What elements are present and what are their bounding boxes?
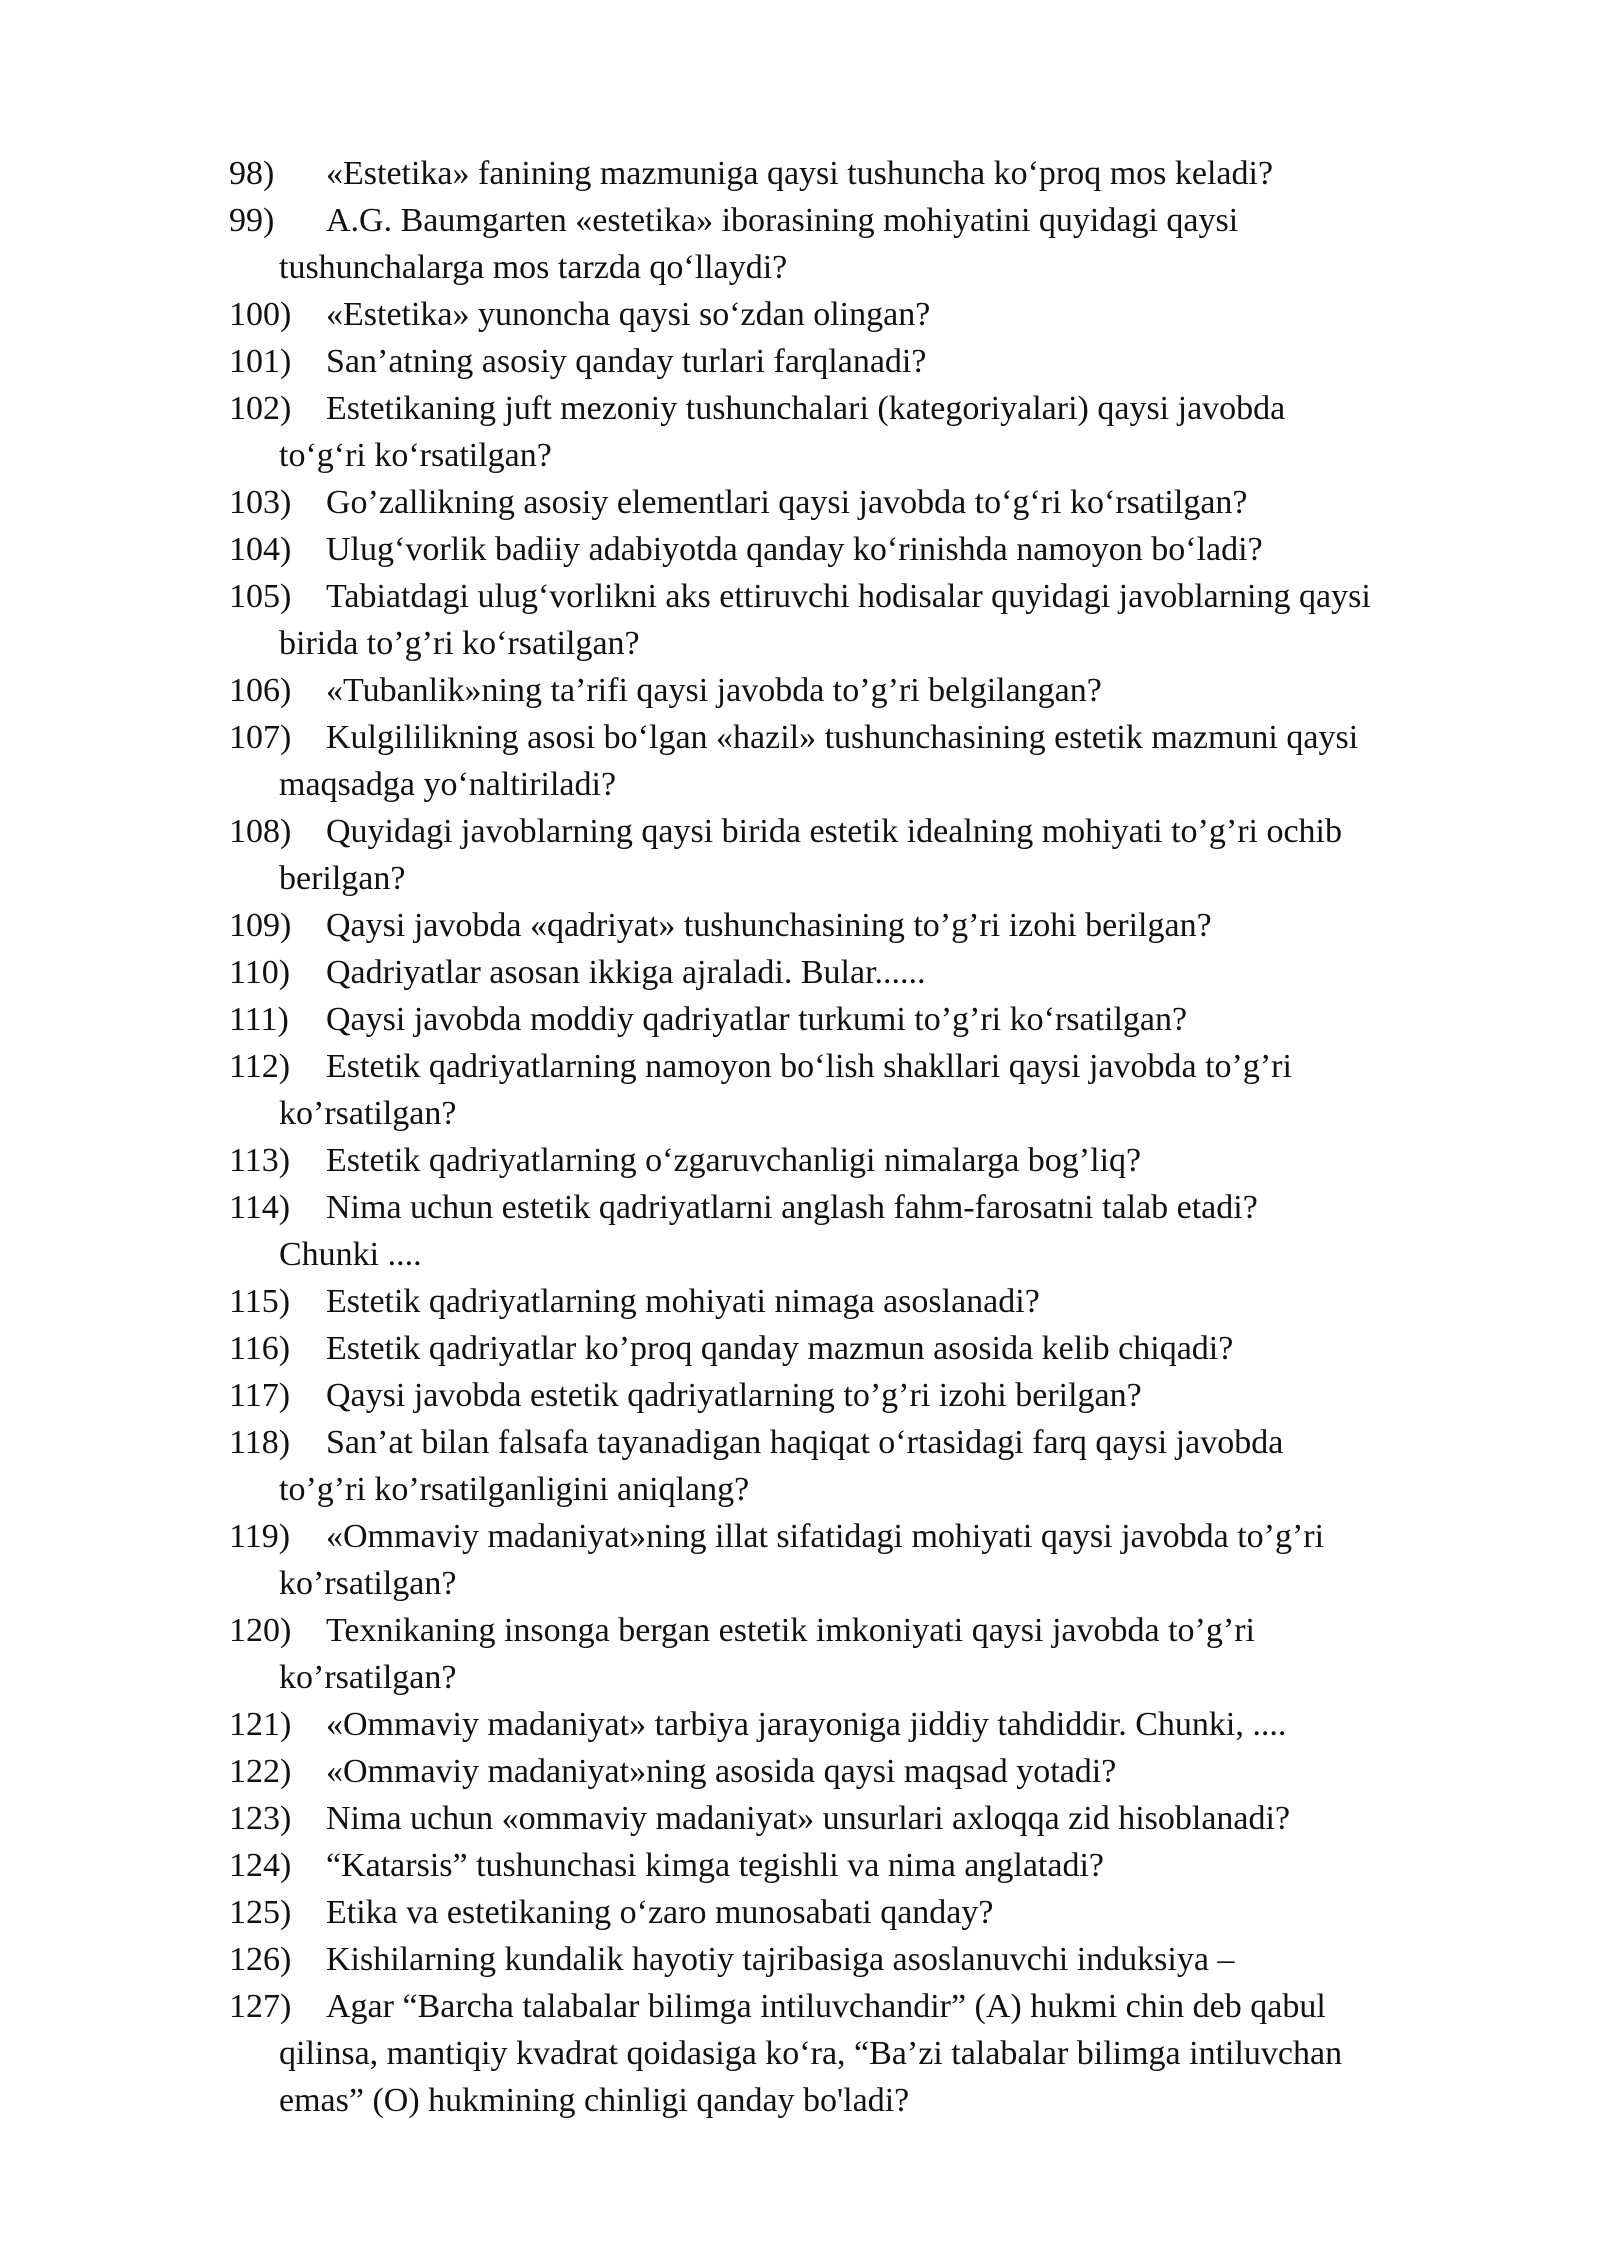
question-number: 102) [229,390,292,427]
question-item [229,291,1529,338]
question-text-line: Ulug‘vorlik badiiy adabiyotda qanday ko‘rinishda namoyon bo‘ladi? [326,531,1263,568]
question-number: 126) [229,1941,292,1978]
question-text-line: «Ommaviy madaniyat»ning illat sifatidagi mohiyati qaysi javobda to’g’ri [326,1518,1325,1555]
question-item [229,479,1529,526]
question-item [229,714,1529,808]
question-item [229,1889,1529,1936]
question-text [326,479,1529,526]
question-text-line: Agar “Barcha talabalar bilimga intiluvchandir” (A) hukmi chin deb qabul [326,1988,1326,2025]
question-text-line: Tabiatdagi ulug‘vorlikni aks ettiruvchi hodisalar quyidagi javoblarning qaysi [326,578,1371,615]
question-text-line: “Katarsis” tushunchasi kimga tegishli va nima anglatadi? [326,1847,1104,1884]
question-text-line: to‘g‘ri ko‘rsatilgan? [279,437,552,474]
question-item [229,667,1529,714]
question-text [279,808,1529,902]
question-text-line: Qaysi javobda moddiy qadriyatlar turkumi to’g’ri ko‘rsatilgan? [326,1001,1188,1038]
question-number: 117) [229,1377,291,1414]
question-text-line: Go’zallikning asosiy elementlari qaysi javobda to‘g‘ri ko‘rsatilgan? [326,484,1248,521]
question-item [229,1842,1529,1889]
question-number: 98) [229,155,275,192]
question-item [229,1043,1529,1137]
question-text-line: San’atning asosiy qanday turlari farqlanadi? [326,343,927,380]
question-text [326,667,1529,714]
question-item [229,1701,1529,1748]
question-number: 112) [229,1048,291,1085]
question-text-line: Quyidagi javoblarning qaysi birida estetik idealning mohiyati to’g’ri ochib [326,813,1342,850]
question-item [229,1748,1529,1795]
question-number: 122) [229,1753,292,1790]
question-text-line: berilgan? [279,860,406,897]
question-text-line: Estetik qadriyatlarning o‘zgaruvchanligi nimalarga bog’liq? [326,1142,1142,1179]
question-text-line: Kulgililikning asosi bo‘lgan «hazil» tushunchasining estetik mazmuni qaysi [326,719,1359,756]
question-text-line: Estetikaning juft mezoniy tushunchalari (kategoriyalari) qaysi javobda [326,390,1286,427]
question-item [229,1983,1529,2124]
question-text [326,1842,1529,1889]
question-text-line: Estetik qadriyatlarning mohiyati nimaga asoslanadi? [326,1283,1040,1320]
question-text-line: Kishilarning kundalik hayotiy tajribasiga asoslanuvchi induksiya – [326,1941,1235,1978]
question-number: 103) [229,484,292,521]
question-text-line: tushunchalarga mos tarzda qo‘llaydi? [279,249,788,286]
question-number: 124) [229,1847,292,1884]
question-text-line: qilinsa, mantiqiy kvadrat qoidasiga ko‘ra, “Ba’zi talabalar bilimga intiluvchan [279,2035,1343,2072]
question-text [326,1137,1529,1184]
question-item [229,1419,1529,1513]
question-text-line: «Estetika» fanining mazmuniga qaysi tushuncha ko‘proq mos keladi? [326,155,1274,192]
question-text [326,1795,1529,1842]
question-item [229,1184,1529,1278]
question-number: 104) [229,531,292,568]
question-text [326,996,1529,1043]
question-item [229,1325,1529,1372]
question-number: 118) [229,1424,291,1461]
question-text-line: Qadriyatlar asosan ikkiga ajraladi. Bular...... [326,954,926,991]
question-item [229,1137,1529,1184]
question-text [279,1513,1529,1607]
question-number: 125) [229,1894,292,1931]
question-item [229,996,1529,1043]
question-number: 99) [229,202,275,239]
question-number: 108) [229,813,292,850]
question-text [326,1889,1529,1936]
question-number: 111) [229,1001,289,1038]
question-item [229,338,1529,385]
question-number: 105) [229,578,292,615]
question-text-line: «Ommaviy madaniyat»ning asosida qaysi maqsad yotadi? [326,1753,1117,1790]
question-number: 121) [229,1706,292,1743]
question-text-line: ko’rsatilgan? [279,1095,457,1132]
question-text [279,197,1529,291]
question-number: 107) [229,719,292,756]
question-number: 116) [229,1330,291,1367]
question-text [326,1701,1529,1748]
question-list [229,150,1529,2124]
question-text [326,291,1529,338]
question-text [279,1607,1529,1701]
question-number: 100) [229,296,292,333]
question-text-line: A.G. Baumgarten «estetika» iborasining mohiyatini quyidagi qaysi [326,202,1239,239]
question-item [229,526,1529,573]
question-item [229,1936,1529,1983]
question-text-line: emas” (O) hukmining chinligi qanday bo'ladi? [279,2082,910,2119]
question-text-line: «Ommaviy madaniyat» tarbiya jarayoniga jiddiy tahdiddir. Chunki, .... [326,1706,1287,1743]
question-text [326,1748,1529,1795]
question-text [279,1419,1529,1513]
question-text-line: Etika va estetikaning o‘zaro munosabati qanday? [326,1894,994,1931]
question-number: 110) [229,954,291,991]
question-number: 109) [229,907,292,944]
question-item [229,808,1529,902]
question-text-line: birida to’g’ri ko‘rsatilgan? [279,625,640,662]
question-item [229,1795,1529,1842]
question-text [279,385,1529,479]
question-item [229,1607,1529,1701]
question-text [326,1278,1529,1325]
question-item [229,573,1529,667]
question-number: 119) [229,1518,291,1555]
question-text [326,949,1529,996]
question-text [279,714,1529,808]
question-item [229,1278,1529,1325]
question-text [326,902,1529,949]
question-item [229,902,1529,949]
question-number: 123) [229,1800,292,1837]
question-text [279,1043,1529,1137]
question-text-line: ko’rsatilgan? [279,1659,457,1696]
question-text-line: Estetik qadriyatlarning namoyon bo‘lish shakllari qaysi javobda to’g’ri [326,1048,1292,1085]
question-item [229,1372,1529,1419]
question-item [229,385,1529,479]
question-text [279,1184,1529,1278]
question-text-line: Nima uchun «ommaviy madaniyat» unsurlari axloqqa zid hisoblanadi? [326,1800,1291,1837]
question-text [279,573,1529,667]
question-text-line: Texnikaning insonga bergan estetik imkoniyati qaysi javobda to’g’ri [326,1612,1255,1649]
question-number: 101) [229,343,292,380]
question-number: 115) [229,1283,291,1320]
question-text-line: Qaysi javobda estetik qadriyatlarning to’g’ri izohi berilgan? [326,1377,1142,1414]
question-item [229,949,1529,996]
question-number: 120) [229,1612,292,1649]
question-text [326,526,1529,573]
question-number: 114) [229,1189,291,1226]
question-number: 127) [229,1988,292,2025]
question-text [326,338,1529,385]
question-text-line: to’g’ri ko’rsatilganligini aniqlang? [279,1471,750,1508]
question-text [326,1325,1529,1372]
question-text-line: «Estetika» yunoncha qaysi so‘zdan olingan? [326,296,931,333]
question-text-line: ko’rsatilgan? [279,1565,457,1602]
question-item [229,1513,1529,1607]
question-number: 113) [229,1142,291,1179]
question-number: 106) [229,672,292,709]
question-text-line: «Tubanlik»ning ta’rifi qaysi javobda to’g’ri belgilangan? [326,672,1102,709]
question-item [229,197,1529,291]
question-text [326,1936,1529,1983]
question-text [326,150,1529,197]
question-text-line: maqsadga yo‘naltiriladi? [279,766,617,803]
question-text-line: Estetik qadriyatlar ko’proq qanday mazmun asosida kelib chiqadi? [326,1330,1234,1367]
question-item [229,150,1529,197]
question-text [326,1372,1529,1419]
question-text-line: Chunki .... [279,1236,422,1273]
question-text-line: Qaysi javobda «qadriyat» tushunchasining to’g’ri izohi berilgan? [326,907,1212,944]
question-text [279,1983,1529,2124]
question-text-line: Nima uchun estetik qadriyatlarni anglash fahm-farosatni talab etadi? [326,1189,1258,1226]
question-text-line: San’at bilan falsafa tayanadigan haqiqat o‘rtasidagi farq qaysi javobda [326,1424,1284,1461]
